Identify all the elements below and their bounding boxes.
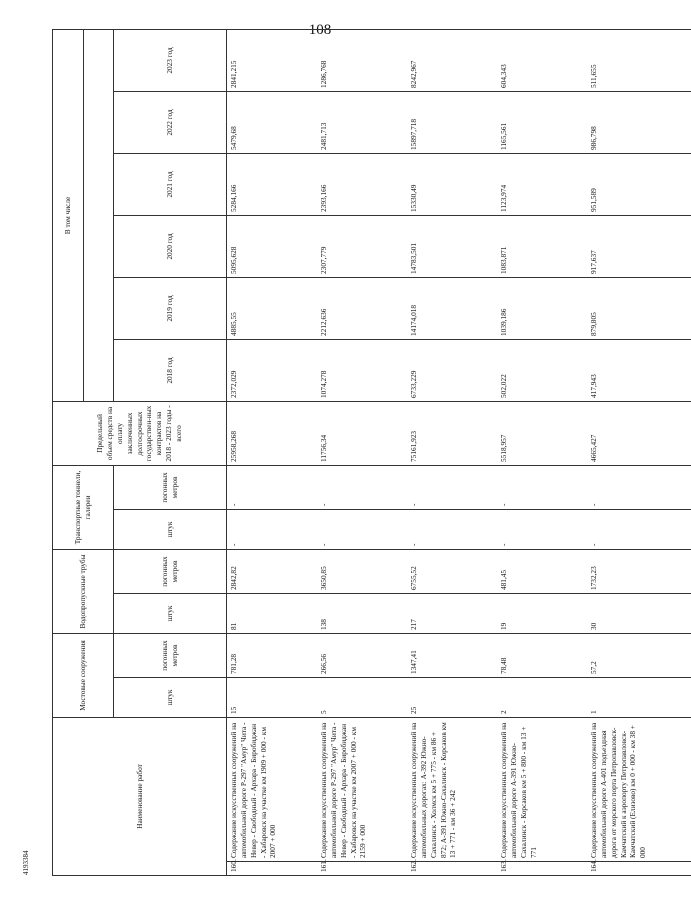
row-year-2020: 1083,871 <box>497 215 587 277</box>
row-bridges-meters: 1347,41 <box>407 634 497 678</box>
table-row <box>227 29 318 875</box>
header-including: В том числе <box>53 29 84 401</box>
row-bridges-units: 25 <box>407 678 497 718</box>
row-tunnels-meters: - <box>227 465 318 509</box>
row-name: Содержание искусственных сооружений на автомобильной дороге Р-297 "Амур" Чита - Невер - Свободный - Архара - Биробиджан - Хабаровск на участке км 2007 + 000 - км 2159 + 000 <box>317 718 407 862</box>
row-name: Содержание искусственных сооружений на автомобильной дороге Р-297 "Амур" Чита - Невер - Свободный - Архара - Биробиджан - Хабаровск на участке км 1909 + 000 - км 2007 + 000 <box>227 718 318 862</box>
row-year-2019: 2212,636 <box>317 277 407 339</box>
row-tunnels-units: - <box>497 509 587 549</box>
row-tunnels-meters: - <box>497 465 587 509</box>
row-bridges-meters: 781,28 <box>227 634 318 678</box>
table-row <box>407 29 497 875</box>
row-year-2021: 15330,49 <box>407 153 497 215</box>
header-tunnels-units: штук <box>114 509 227 549</box>
row-year-2022: 2481,713 <box>317 91 407 153</box>
row-name: Содержание искусственных сооружений на автомобильной дороге А-401 подъездная дорога от морского порта Петропавловск-Камчатский к аэропорту Петропавловск-Камчатский (Елизово) км 0 + 000 - км 38 + 000 <box>587 718 691 862</box>
row-year-2020: 5095,628 <box>227 215 318 277</box>
header-year-2020: 2020 год <box>114 215 227 277</box>
row-year-2021: 5284,166 <box>227 153 318 215</box>
row-total: 25958,268 <box>227 401 318 465</box>
row-total: 11756,34 <box>317 401 407 465</box>
works-table <box>52 29 691 876</box>
row-name: Содержание искусственных сооружений на автомобильных дорогах: А-392 Южно-Сахалинск - Холмск км 5 + 775 - км 86 + 872; А-391 Южно-Сахалинск - Корсаков км 13 + 771 - км 36 + 242 <box>407 718 497 862</box>
row-year-2019: 14174,018 <box>407 277 497 339</box>
row-year-2023: 8242,967 <box>407 29 497 91</box>
row-year-2022: 986,798 <box>587 91 691 153</box>
row-year-2023: 511,655 <box>587 29 691 91</box>
row-tunnels-meters: - <box>407 465 497 509</box>
row-total: 4665,427 <box>587 401 691 465</box>
row-number: 161. <box>317 862 407 876</box>
row-tunnels-units: - <box>587 509 691 549</box>
row-year-2018: 1074,278 <box>317 339 407 401</box>
row-year-2023: 604,343 <box>497 29 587 91</box>
row-number: 162. <box>407 862 497 876</box>
header-tunnels-meters: погонных метров <box>114 465 227 509</box>
row-year-2023: 1286,768 <box>317 29 407 91</box>
row-pipes-meters: 481,45 <box>497 549 587 593</box>
row-pipes-units: 19 <box>497 594 587 634</box>
header-year-2021: 2021 год <box>114 153 227 215</box>
row-year-2022: 5479,68 <box>227 91 318 153</box>
row-total: 5518,957 <box>497 401 587 465</box>
table-body <box>227 29 691 875</box>
row-name: Содержание искусственных сооружений на автомобильной дороге А-391 Южно-Сахалинск - Корсаков км 5 + 800 - км 13 + 771 <box>497 718 587 862</box>
row-pipes-meters: 2842,82 <box>227 549 318 593</box>
row-year-2023: 2841,215 <box>227 29 318 91</box>
row-number: 164. <box>587 862 691 876</box>
row-bridges-meters: 57,2 <box>587 634 691 678</box>
row-year-2018: 502,022 <box>497 339 587 401</box>
header-year-2022: 2022 год <box>114 91 227 153</box>
table-row <box>317 29 407 875</box>
row-bridges-meters: 266,56 <box>317 634 407 678</box>
row-year-2021: 951,589 <box>587 153 691 215</box>
row-number: 160. <box>227 862 318 876</box>
row-year-2018: 417,943 <box>587 339 691 401</box>
header-year-2019: 2019 год <box>114 277 227 339</box>
row-tunnels-units: - <box>317 509 407 549</box>
header-pipes-meters: погонных метров <box>114 549 227 593</box>
row-bridges-units: 5 <box>317 678 407 718</box>
row-tunnels-meters: - <box>587 465 691 509</box>
row-year-2021: 2393,166 <box>317 153 407 215</box>
row-year-2019: 1039,186 <box>497 277 587 339</box>
header-bridges: Мостовые сооружения <box>53 634 114 718</box>
row-tunnels-meters: - <box>317 465 407 509</box>
row-year-2022: 15897,718 <box>407 91 497 153</box>
row-bridges-units: 2 <box>497 678 587 718</box>
header-tunnels: Транспортные тоннели, галереи <box>53 465 114 549</box>
row-year-2020: 917,637 <box>587 215 691 277</box>
row-pipes-units: 81 <box>227 594 318 634</box>
row-bridges-meters: 78,48 <box>497 634 587 678</box>
row-year-2020: 2307,779 <box>317 215 407 277</box>
header-year-2018: 2018 год <box>114 339 227 401</box>
header-bridges-meters: погонных метров <box>114 634 227 678</box>
row-year-2018: 6733,229 <box>407 339 497 401</box>
row-year-2021: 1123,974 <box>497 153 587 215</box>
page-number: 108 <box>308 22 332 38</box>
table-row <box>587 29 691 875</box>
header-year-2023: 2023 год <box>114 29 227 91</box>
row-pipes-meters: 6755,52 <box>407 549 497 593</box>
row-pipes-meters: 3650,85 <box>317 549 407 593</box>
row-year-2022: 1165,561 <box>497 91 587 153</box>
row-pipes-units: 30 <box>587 594 691 634</box>
header-pipes: Водопропускные трубы <box>53 549 114 633</box>
header-pipes-units: штук <box>114 594 227 634</box>
row-year-2018: 2372,029 <box>227 339 318 401</box>
row-pipes-meters: 1732,23 <box>587 549 691 593</box>
table-row <box>497 29 587 875</box>
row-tunnels-units: - <box>227 509 318 549</box>
rotated-table-container <box>52 47 648 876</box>
header-name: Наименование работ <box>53 718 227 876</box>
row-number: 163. <box>497 862 587 876</box>
row-tunnels-units: - <box>407 509 497 549</box>
row-year-2019: 879,805 <box>587 277 691 339</box>
row-year-2020: 14783,501 <box>407 215 497 277</box>
row-bridges-units: 15 <box>227 678 318 718</box>
row-pipes-units: 138 <box>317 594 407 634</box>
header-including-spacer <box>84 29 114 401</box>
row-bridges-units: 1 <box>587 678 691 718</box>
row-pipes-units: 217 <box>407 594 497 634</box>
document-code: 4193384 <box>22 850 30 875</box>
table-header <box>53 29 227 875</box>
header-bridges-units: штук <box>114 678 227 718</box>
header-total: Предельный объем средств на оплату заключенных долгосрочных государствен-ных контрактов на 2018 - 2023 годы - всего <box>53 401 227 465</box>
row-total: 75161,923 <box>407 401 497 465</box>
row-year-2019: 4885,55 <box>227 277 318 339</box>
